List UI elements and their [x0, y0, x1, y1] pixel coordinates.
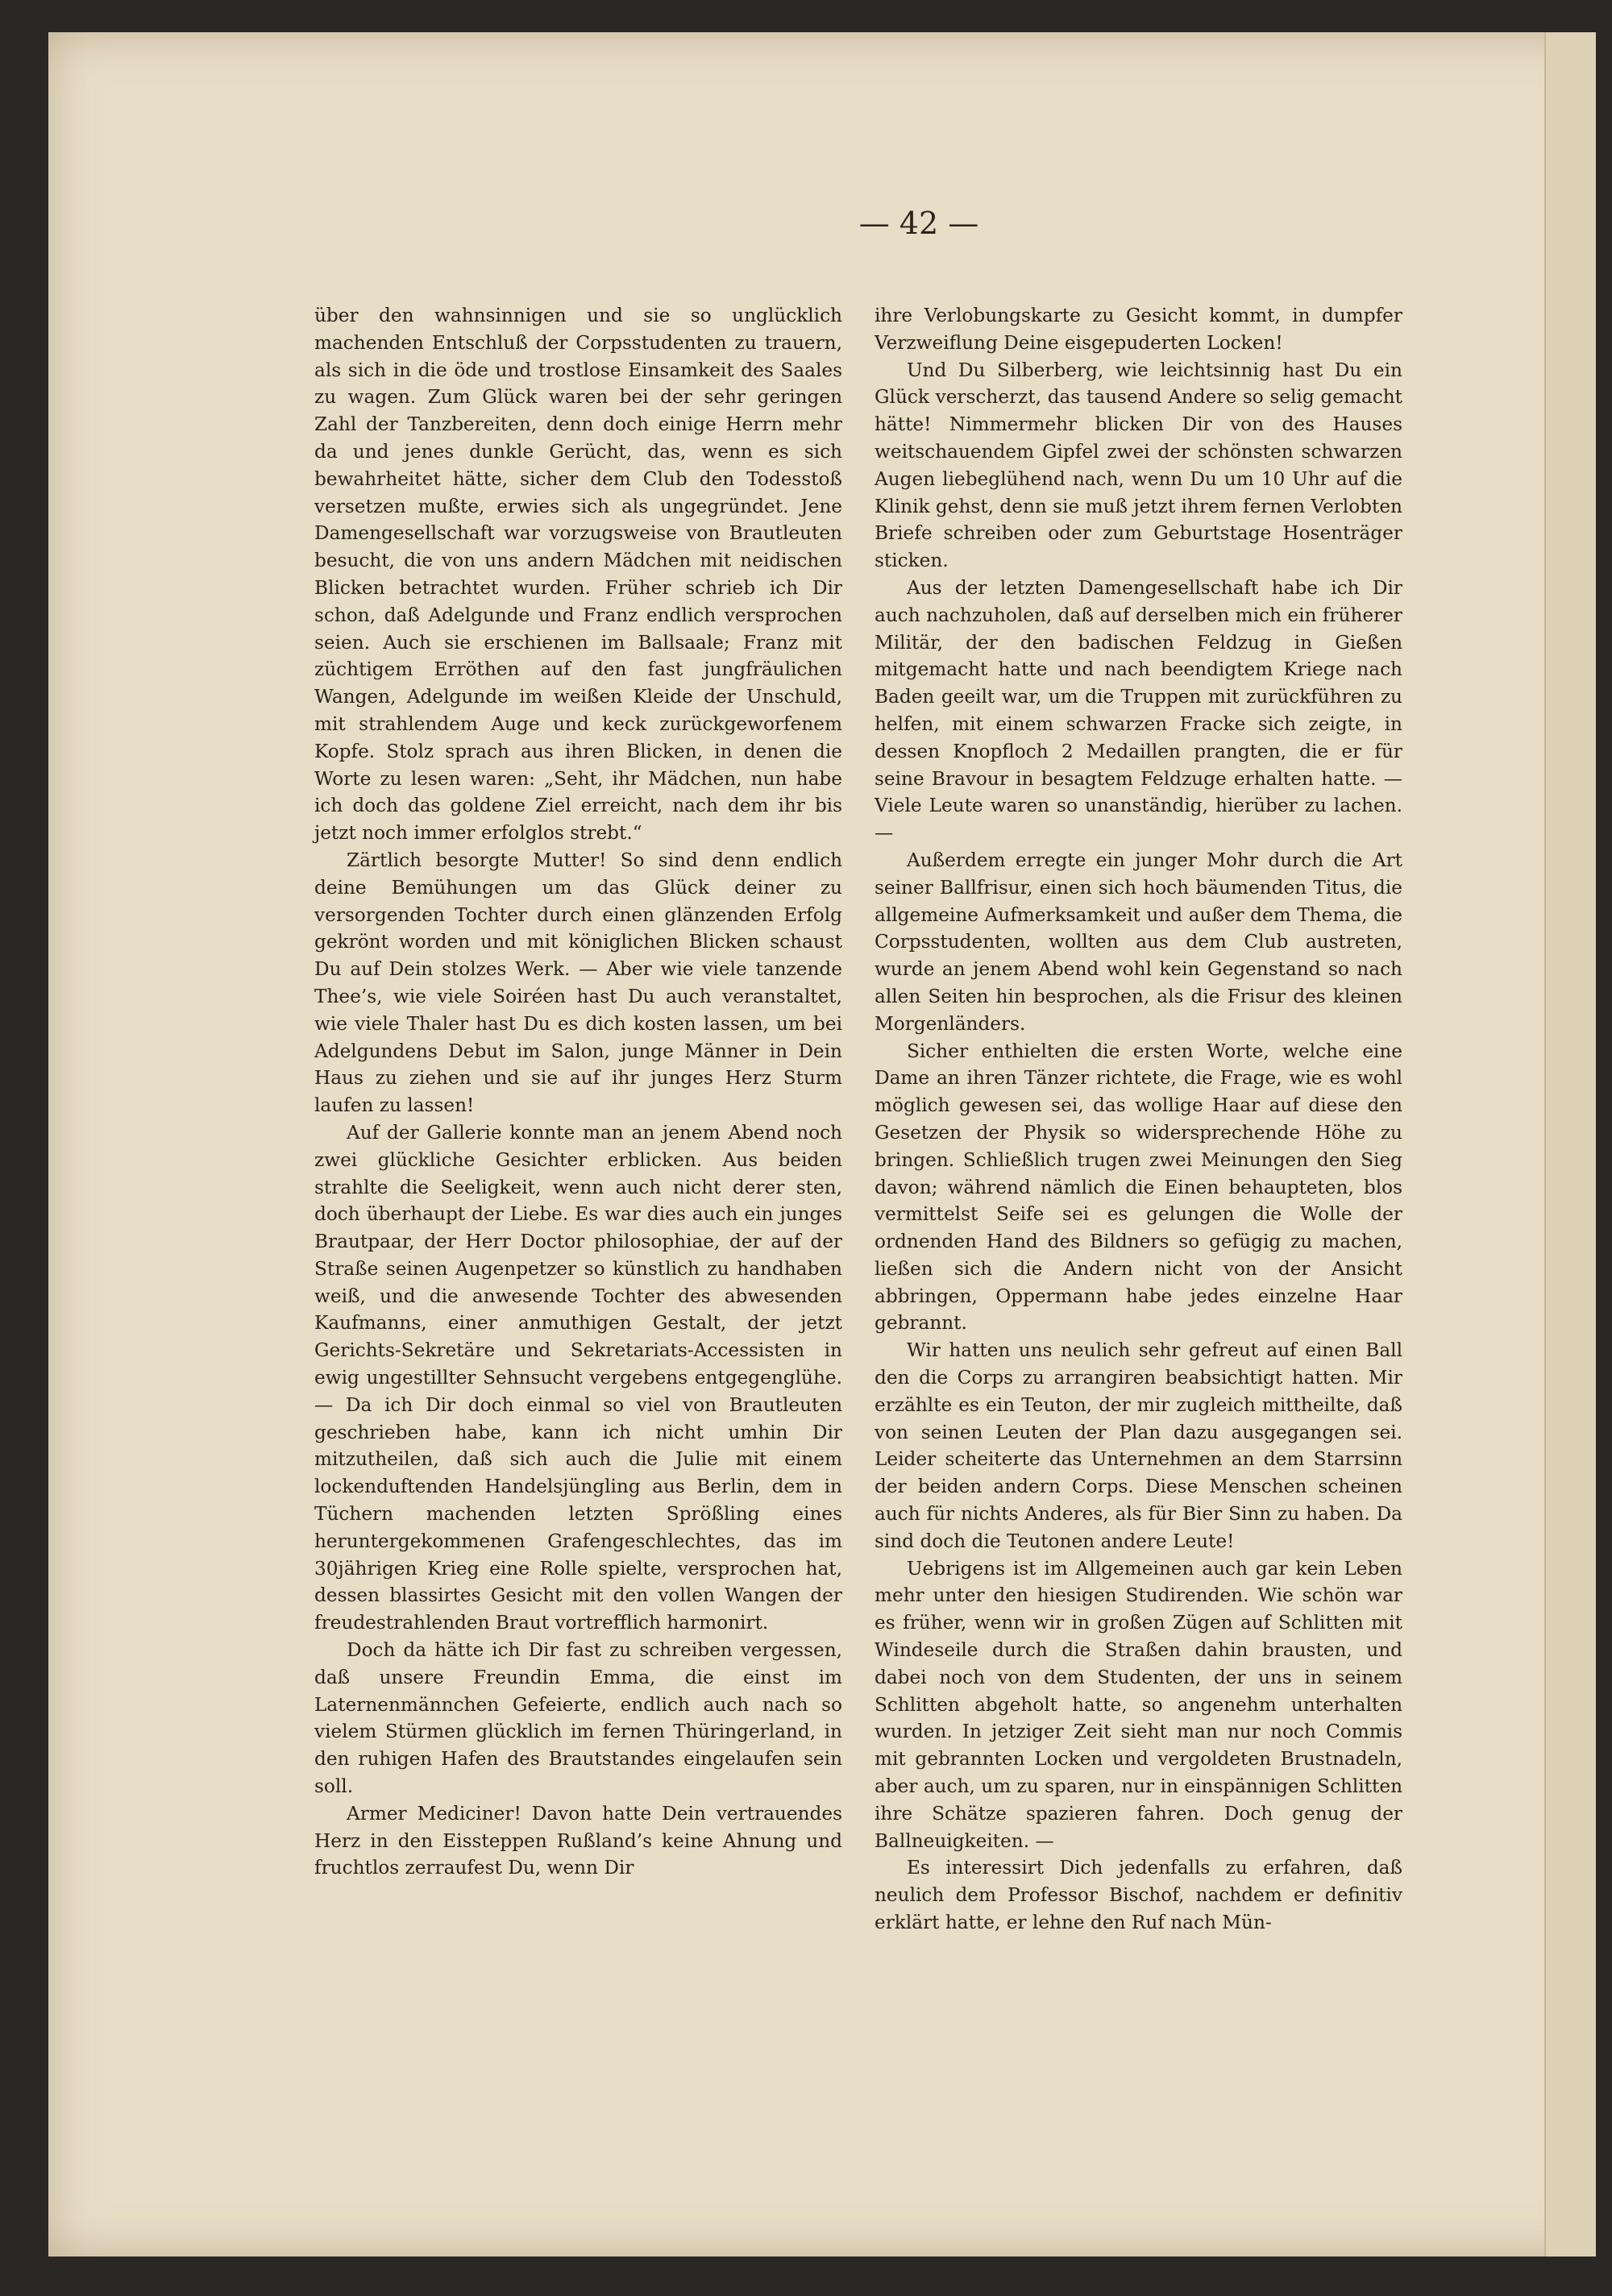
paragraph: Doch da hätte ich Dir fast zu schreiben vergessen, daß unsere Freundin Emma, die einst im Laternenmännchen Gefeierte, endlich auch nach so vielem Stürmen glücklich im fernen Thüringerland, in den ruhigen Hafen des Brautstandes eingelaufen sein soll. — [314, 1639, 842, 1798]
paragraph: Und Du Silberberg, wie leichtsinnig hast Du ein Glück verscherzt, das tausend Andere so selig gemacht hätte! Nimmermehr blicken Dir von des Hauses weitschauendem Gipfel zwei der schönsten schwarzen Augen liebeglühend nach, wenn Du um 10 Uhr auf die Klinik gehst, denn sie muß jetzt ihrem fernen Verlobten Briefe schreiben oder zum Geburtstage Hosenträger sticken. — [875, 359, 1402, 572]
paragraph: Auf der Gallerie konnte man an jenem Abend noch zwei glückliche Gesichter erblicken. Aus beiden strahlte die Seeligkeit, wenn auch nicht derer sten, doch überhaupt der Liebe. Es war dies auch ein junges Brautpaar, der Herr Doctor philosophiae, der auf der Straße seinen Augenpetzer so künstlich zu handhaben weiß, und die anwesende Tochter des abwesenden Kaufmanns, einer anmuthigen Gestalt, der jetzt Gerichts-Sekretäre und Sekretariats-Accessisten in ewig ungestillter Sehnsucht vergebens entgegenglühe. — Da ich Dir doch einmal so viel von Brautleuten geschrieben habe, kann ich nicht umhin Dir mitzutheilen, daß sich auch die Julie mit einem lockenduftenden Handelsjüngling aus Berlin, dem in Tüchern machenden letzten Sprößling eines heruntergekommenen Grafengeschlechtes, das im 30jährigen Krieg eine Rolle spielte, versprochen hat, dessen blassirtes Gesicht mit den vollen Wangen der freudestrahlenden Braut vortrefflich harmonirt. — [314, 1121, 842, 1634]
paragraph: Uebrigens ist im Allgemeinen auch gar kein Leben mehr unter den hiesigen Studirenden. Wie schön war es früher, wenn wir in großen Zügen auf Schlitten mit Windeseile durch die Straßen dahin brausten, und dabei noch von dem Studenten, der uns in seinem Schlitten abgeholt hatte, so angenehm unterhalten wurden. In jetziger Zeit sieht man nur noch Commis mit gebrannten Locken und vergoldeten Brustnadeln, aber auch, um zu sparen, nur in einspännigen Schlitten ihre Schätze spazieren fahren. Doch genug der Ballneuigkeiten. — — [875, 1557, 1402, 1852]
paragraph: ihre Verlobungskarte zu Gesicht kommt, in dumpfer Verzweiflung Deine eisgepuderten Locken! — [875, 305, 1402, 354]
paragraph: Zärtlich besorgte Mutter! So sind denn endlich deine Bemühungen um das Glück deiner zu versorgenden Tochter durch einen glänzenden Erfolg gekrönt worden und mit königlichen Blicken schaust Du auf Dein stolzes Werk. — Aber wie viele tanzende Thee’s, wie viele Soiréen hast Du auch veranstaltet, wie viele Thaler hast Du es dich kosten lassen, um bei Adelgundens Debut im Salon, junge Männer in Dein Haus zu ziehen und sie auf ihr junges Herz Sturm laufen zu lassen! — [314, 849, 842, 1117]
page-number: — 42 — — [858, 206, 979, 241]
paragraph: Aus der letzten Damengesellschaft habe ich Dir auch nachzuholen, daß auf derselben mich ein früherer Militär, der den badischen Feldzug in Gießen mitgemacht hatte und nach beendigtem Kriege nach Baden geeilt war, um die Truppen mit zurückführen zu helfen, mit einem schwarzen Fracke sich zeigte, in dessen Knopfloch 2 Medaillen prangten, die er für seine Bravour in besagtem Feldzuge erhalten hatte. — Viele Leute waren so unanständig, hierüber zu lachen. — — [875, 576, 1402, 845]
paragraph: Außerdem erregte ein junger Mohr durch die Art seiner Ballfrisur, einen sich hoch bäumenden Titus, die allgemeine Aufmerksamkeit und außer dem Thema, die Corpsstudenten, wollten aus dem Club austreten, wurde an jenem Abend wohl kein Gegenstand so nach allen Seiten hin besprochen, als die Frisur des kleinen Morgenländers. — [875, 849, 1402, 1035]
adjacent-page-edge — [1544, 32, 1596, 2257]
paragraph: Sicher enthielten die ersten Worte, welche eine Dame an ihren Tänzer richtete, die Frage, wie es wohl möglich gewesen sei, das wollige Haar auf diese den Gesetzen der Physik so widersprechende Höhe zu bringen. Schließlich trugen zwei Meinungen den Sieg davon; während nämlich die Einen behaupteten, blos vermittelst Seife sei es gelungen die Wolle der ordnenden Hand des Bildners so gefügig zu machen, ließen sich die Andern nicht von der Ansicht abbringen, Oppermann habe jedes einzelne Haar gebrannt. — [875, 1040, 1402, 1335]
paragraph: Es interessirt Dich jedenfalls zu erfahren, daß neulich dem Professor Bischof, nachdem er definitiv erklärt hatte, er lehne den Ruf nach Mün- — [875, 1857, 1402, 1934]
left-column — [314, 302, 842, 2075]
right-column — [875, 302, 1402, 2075]
paragraph: Armer Mediciner! Davon hatte Dein vertrauendes Herz in den Eissteppen Rußland’s keine Ahnung und fruchtlos zerraufest Du, wenn Dir — [314, 1802, 842, 1879]
paragraph: Wir hatten uns neulich sehr gefreut auf einen Ball den die Corps zu arrangiren beabsichtigt hatten. Mir erzählte es ein Teuton, der mir zugleich mittheilte, daß von seinen Leuten der Plan dazu ausgegangen sei. Leider scheiterte das Unternehmen an dem Starrsinn der beiden andern Corps. Diese Menschen scheinen auch für nichts Anderes, als für Bier Sinn zu haben. Da sind doch die Teutonen andere Leute! — [875, 1339, 1402, 1552]
newspaper-page — [48, 32, 1596, 2257]
paragraph: über den wahnsinnigen und sie so unglücklich machenden Entschluß der Corpsstudenten zu trauern, als sich in die öde und trostlose Einsamkeit des Saales zu wagen. Zum Glück waren bei der sehr geringen Zahl der Tanzbereiten, denn doch einige Herrn mehr da und jenes dunkle Gerücht, das, wenn es sich bewahrheitet hätte, sicher dem Club den Todesstoß versetzen mußte, erwies sich als ungegründet. Jene Damengesellschaft war vorzugsweise von Brautleuten besucht, die von uns andern Mädchen mit neidischen Blicken betrachtet wurden. Früher schrieb ich Dir schon, daß Adelgunde und Franz endlich versprochen seien. Auch sie erschienen im Ballsaale; Franz mit züchtigem Erröthen auf den fast jungfräulichen Wangen, Adelgunde im weißen Kleide der Unschuld, mit strahlendem Auge und keck zurückgeworfenem Kopfe. Stolz sprach aus ihren Blicken, in denen die Worte zu lesen waren: „Seht, ihr Mädchen, nun habe ich doch das goldene Ziel erreicht, nach dem ihr bis jetzt noch immer erfolglos strebt.“ — [314, 305, 842, 845]
